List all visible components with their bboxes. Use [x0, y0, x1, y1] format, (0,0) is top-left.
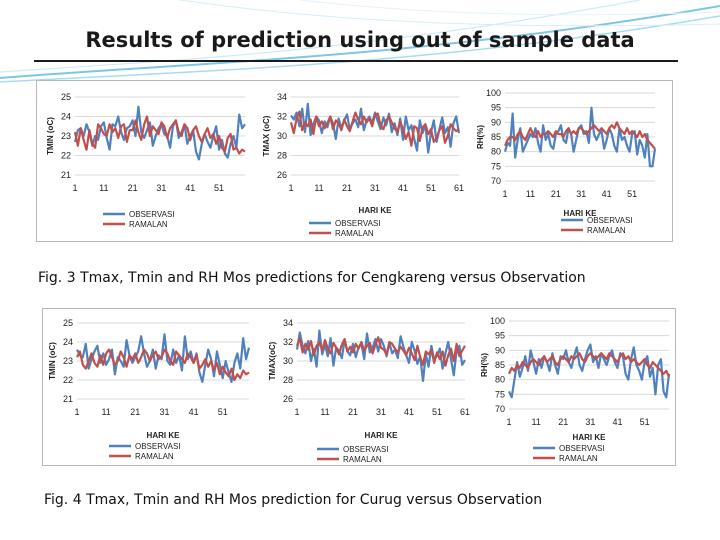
y-tick-label: 30 [282, 356, 293, 366]
x-tick-label: 41 [397, 183, 409, 193]
x-axis-label: HARI KE [146, 431, 180, 440]
legend-label: OBSERVASI [587, 216, 633, 225]
y-tick-label: 70 [494, 404, 505, 414]
x-tick-label: 21 [127, 183, 138, 193]
x-tick-label: 51 [214, 183, 225, 193]
x-tick-label: 11 [531, 417, 541, 427]
series-line-observasi [509, 344, 669, 397]
y-tick-label: 25 [62, 318, 73, 328]
legend-label: OBSERVASI [135, 442, 181, 451]
x-tick-label: 41 [188, 407, 199, 417]
y-tick-label: 23 [62, 356, 73, 366]
y-tick-label: 95 [490, 102, 501, 113]
legend-label: RAMALAN [335, 229, 374, 238]
slide-title: Results of prediction using out of sample data [85, 28, 635, 52]
x-axis-label: HARI KE [572, 433, 606, 442]
y-axis-label: TMAX(oC) [268, 341, 277, 381]
y-tick-label: 100 [485, 88, 501, 98]
y-tick-label: 90 [490, 117, 501, 128]
y-tick-label: 32 [282, 337, 293, 347]
y-tick-label: 85 [494, 360, 505, 370]
fig3-chart-group [36, 80, 673, 242]
x-tick-label: 1 [294, 407, 300, 417]
y-tick-label: 75 [490, 161, 501, 172]
y-tick-label: 22 [62, 375, 73, 385]
y-tick-label: 28 [276, 150, 287, 161]
fig4-rh-chart [479, 309, 677, 467]
y-tick-label: 25 [60, 92, 71, 102]
x-tick-label: 11 [320, 407, 330, 417]
x-tick-label: 11 [101, 407, 111, 417]
y-tick-label: 21 [60, 170, 71, 180]
y-tick-label: 75 [494, 389, 505, 400]
legend-label: RAMALAN [129, 220, 168, 229]
x-tick-label: 1 [72, 183, 78, 193]
y-tick-label: 34 [276, 92, 287, 102]
y-tick-label: 30 [276, 131, 287, 141]
x-tick-label: 31 [369, 183, 381, 193]
series-line-observasi [291, 104, 459, 153]
y-tick-label: 22 [60, 150, 71, 161]
y-tick-label: 95 [494, 330, 505, 341]
legend-label: OBSERVASI [335, 219, 381, 228]
x-axis-label: HARI KE [563, 209, 597, 218]
y-tick-label: 26 [282, 394, 293, 404]
y-tick-label: 90 [494, 345, 505, 356]
x-tick-label: 41 [185, 183, 196, 193]
x-tick-label: 41 [612, 417, 623, 427]
y-tick-label: 26 [276, 170, 287, 180]
fig4-tmax-chart [267, 309, 477, 467]
legend-label: OBSERVASI [559, 444, 605, 453]
x-tick-label: 31 [375, 407, 387, 417]
x-tick-label: 1 [74, 407, 80, 417]
x-tick-label: 61 [453, 183, 465, 193]
x-tick-label: 61 [459, 407, 471, 417]
y-tick-label: 28 [282, 375, 293, 385]
y-tick-label: 100 [489, 316, 505, 326]
deco-swoosh-4 [180, 0, 720, 26]
x-tick-label: 11 [314, 183, 324, 193]
x-tick-label: 1 [502, 189, 508, 199]
y-tick-label: 24 [60, 111, 71, 122]
legend-label: RAMALAN [559, 454, 598, 463]
legend-label: RAMALAN [343, 455, 382, 464]
y-tick-label: 32 [276, 111, 287, 122]
x-tick-label: 31 [156, 183, 167, 193]
x-axis-label: HARI KE [358, 206, 392, 215]
x-tick-label: 1 [506, 417, 512, 427]
x-tick-label: 1 [288, 183, 294, 193]
x-tick-label: 11 [99, 183, 109, 193]
y-axis-label: TMAX (oC) [262, 115, 271, 157]
y-axis-label: RH(%) [476, 125, 485, 149]
y-tick-label: 80 [490, 146, 501, 157]
fig4-tmin-chart [43, 309, 265, 467]
legend-label: RAMALAN [135, 452, 174, 461]
legend-label: RAMALAN [587, 226, 626, 235]
x-tick-label: 21 [130, 407, 141, 417]
x-tick-label: 31 [585, 417, 596, 427]
x-tick-label: 21 [550, 189, 561, 199]
deco-swoosh-5 [300, 0, 720, 15]
y-tick-label: 34 [282, 318, 293, 328]
y-tick-label: 21 [62, 394, 73, 404]
y-axis-label: TMIN (oC) [48, 342, 57, 380]
y-tick-label: 80 [494, 374, 505, 385]
x-tick-label: 31 [576, 189, 587, 199]
series-line-observasi [297, 331, 465, 381]
title-underline [34, 60, 678, 62]
fig3-rh-chart [473, 81, 673, 243]
y-tick-label: 85 [490, 132, 501, 142]
x-tick-label: 51 [425, 183, 437, 193]
x-tick-label: 51 [431, 407, 443, 417]
y-tick-label: 23 [60, 131, 71, 141]
legend-label: OBSERVASI [129, 210, 175, 219]
x-tick-label: 21 [341, 183, 353, 193]
x-tick-label: 41 [403, 407, 415, 417]
x-tick-label: 21 [347, 407, 359, 417]
fig3-tmax-chart [259, 81, 471, 243]
fig4-chart-group [42, 308, 676, 466]
y-tick-label: 70 [490, 176, 501, 186]
fig3-caption: Fig. 3 Tmax, Tmin and RH Mos predictions for Cengkareng versus Observation [38, 270, 586, 286]
y-axis-label: TMIN (oC) [46, 117, 55, 155]
fig4-caption: Fig. 4 Tmax, Tmin and RH Mos prediction for Curug versus Observation [44, 492, 543, 508]
x-tick-label: 41 [601, 189, 612, 199]
x-tick-label: 51 [627, 189, 638, 199]
fig3-tmin-chart [37, 81, 257, 243]
x-tick-label: 51 [217, 407, 228, 417]
series-line-observasi [75, 107, 245, 160]
x-axis-label: HARI KE [364, 431, 398, 440]
x-tick-label: 51 [639, 417, 650, 427]
x-tick-label: 31 [159, 407, 170, 417]
x-tick-label: 11 [525, 189, 536, 199]
legend-label: OBSERVASI [343, 445, 389, 454]
y-tick-label: 24 [62, 337, 73, 347]
x-tick-label: 21 [558, 417, 569, 427]
y-axis-label: RH(%) [480, 353, 489, 377]
